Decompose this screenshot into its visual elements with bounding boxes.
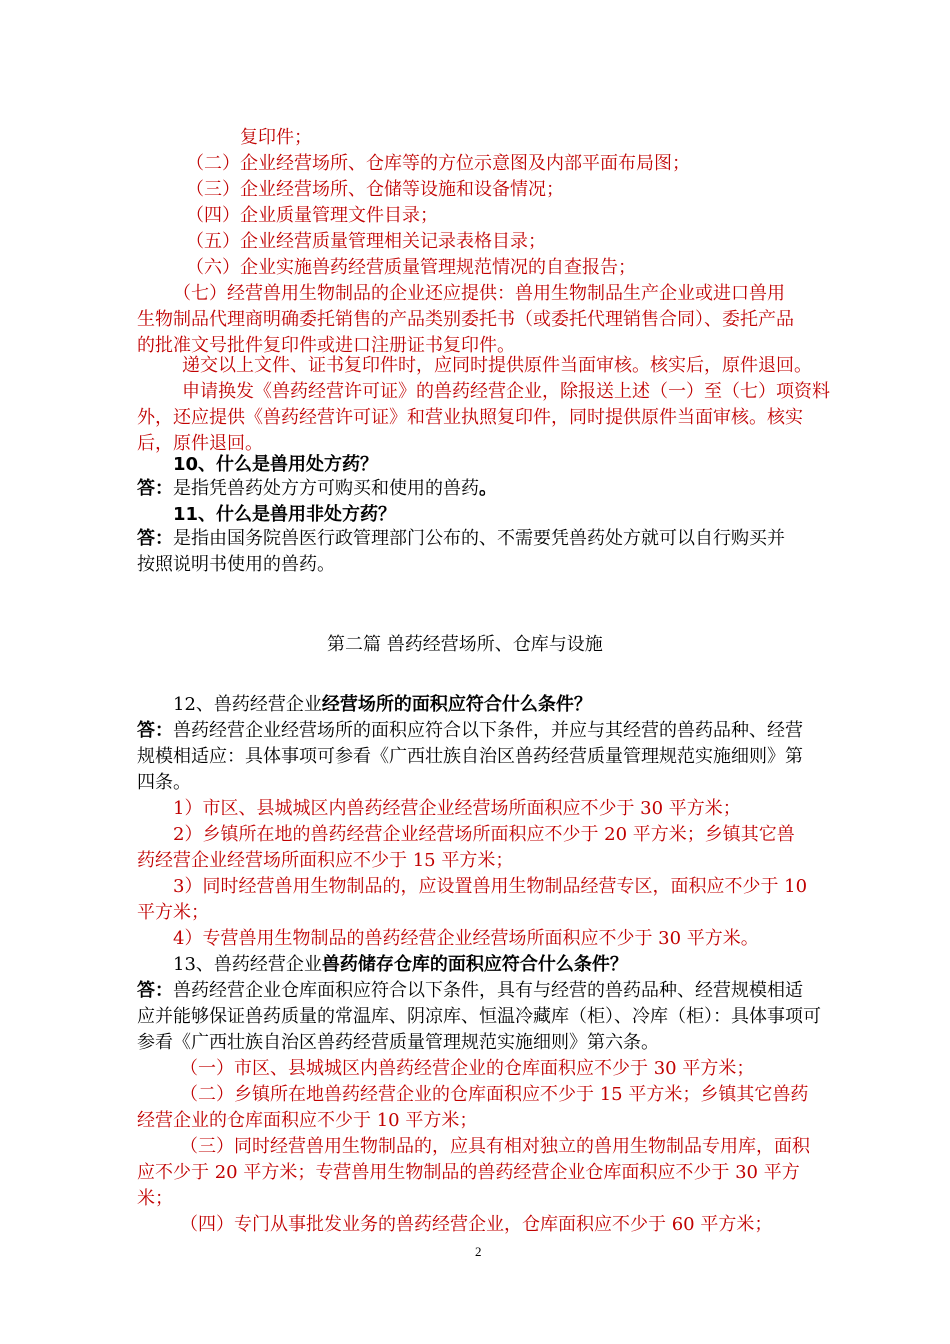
question-prefix: 13、兽药经营企业 <box>173 954 322 975</box>
text-line: （六）企业实施兽药经营质量管理规范情况的自查报告； <box>186 257 636 278</box>
answer-10 <box>137 476 497 502</box>
text-line: （四）企业质量管理文件目录； <box>186 205 438 226</box>
list-item: 4）专营兽用生物制品的兽药经营企业经营场所面积应不少于 30 平方米。 <box>173 928 759 949</box>
answer-text: 兽药经营企业经营场所的面积应符合以下条件，并应与其经营的兽药品种、经营 <box>173 720 803 741</box>
list-item: 1）市区、县城城区内兽药经营企业经营场所面积应不少于 30 平方米； <box>173 798 741 819</box>
list-item: （二）乡镇所在地兽药经营企业的仓库面积应不少于 15 平方米；乡镇其它兽药 <box>180 1084 809 1105</box>
answer-11 <box>137 526 785 552</box>
text-line: 平方米； <box>137 902 209 923</box>
text-line: 生物制品代理商明确委托销售的产品类别委托书（或委托代理销售合同）、委托产品 <box>137 309 794 330</box>
answer-label: 答： <box>137 478 173 499</box>
text-line: 经营企业的仓库面积应不少于 10 平方米； <box>137 1110 478 1131</box>
text-line: 应不少于 20 平方米；专营兽用生物制品的兽药经营企业仓库面积应不少于 30 平方 <box>137 1162 800 1183</box>
text-line: 递交以上文件、证书复印件时，应同时提供原件当面审核。核实后，原件退回。 <box>182 355 812 376</box>
list-item: 2）乡镇所在地的兽药经营企业经营场所面积应不少于 20 平方米；乡镇其它兽 <box>173 824 795 845</box>
text-line: 规模相适应：具体事项可参看《广西壮族自治区兽药经营质量管理规范实施细则》第 <box>137 746 803 767</box>
list-item: 3）同时经营兽用生物制品的，应设置兽用生物制品经营专区，面积应不少于 10 <box>173 876 808 897</box>
list-item: （四）专门从事批发业务的兽药经营企业，仓库面积应不少于 60 平方米； <box>180 1214 773 1235</box>
question-11: 11、什么是兽用非处方药？ <box>173 504 397 525</box>
answer-end: 。 <box>479 478 497 499</box>
question-13 <box>173 952 628 978</box>
answer-12 <box>137 718 803 744</box>
question-12 <box>173 692 592 718</box>
list-item: （三）同时经营兽用生物制品的，应具有相对独立的兽用生物制品专用库，面积 <box>180 1136 810 1157</box>
section-title: 第二篇 兽药经营场所、仓库与设施 <box>327 634 603 655</box>
text-line: （五）企业经营质量管理相关记录表格目录； <box>186 231 546 252</box>
text-line: 后，原件退回。 <box>137 433 263 454</box>
question-10: 10、什么是兽用处方药？ <box>173 454 379 475</box>
text-line: 米； <box>137 1188 173 1209</box>
text-line: 申请换发《兽药经营许可证》的兽药经营企业，除报送上述（一）至（七）项资料 <box>182 381 830 402</box>
answer-label: 答： <box>137 720 173 741</box>
answer-text: 是指凭兽药处方方可购买和使用的兽药 <box>173 478 479 499</box>
text-line: （七）经营兽用生物制品的企业还应提供：兽用生物制品生产企业或进口兽用 <box>173 283 785 304</box>
text-line: 复印件； <box>240 127 312 148</box>
text-line: （三）企业经营场所、仓储等设施和设备情况； <box>186 179 564 200</box>
text-line: 按照说明书使用的兽药。 <box>137 554 335 575</box>
answer-label: 答： <box>137 528 173 549</box>
text-line: （二）企业经营场所、仓库等的方位示意图及内部平面布局图； <box>186 153 690 174</box>
page-number: 2 <box>475 1244 482 1259</box>
list-item: （一）市区、县城城区内兽药经营企业的仓库面积应不少于 30 平方米； <box>180 1058 755 1079</box>
answer-13 <box>137 978 803 1004</box>
text-line: 四条。 <box>137 772 191 793</box>
text-line: 外，还应提供《兽药经营许可证》和营业执照复印件，同时提供原件当面审核。核实 <box>137 407 803 428</box>
question-emphasis: 兽药储存仓库的面积应符合什么条件？ <box>321 954 628 975</box>
text-line: 参看《广西壮族自治区兽药经营质量管理规范实施细则》第六条。 <box>137 1032 659 1053</box>
answer-text: 是指由国务院兽医行政管理部门公布的、不需要凭兽药处方就可以自行购买并 <box>173 528 785 549</box>
question-emphasis: 经营场所的面积应符合什么条件？ <box>321 694 592 715</box>
text-line: 的批准文号批件复印件或进口注册证书复印件。 <box>137 335 515 356</box>
answer-text: 兽药经营企业仓库面积应符合以下条件，具有与经营的兽药品种、经营规模相适 <box>173 980 803 1001</box>
text-line: 应并能够保证兽药质量的常温库、阴凉库、恒温冷藏库（柜）、冷库（柜）：具体事项可 <box>137 1006 821 1027</box>
text-line: 药经营企业经营场所面积应不少于 15 平方米； <box>137 850 514 871</box>
answer-label: 答： <box>137 980 173 1001</box>
question-prefix: 12、兽药经营企业 <box>173 694 322 715</box>
